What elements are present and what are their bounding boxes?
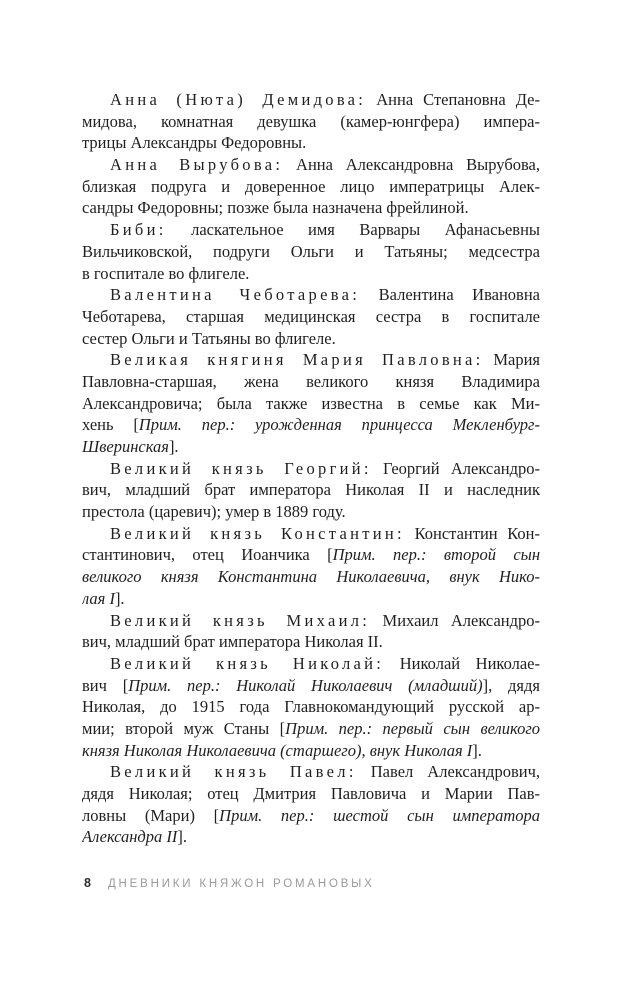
translator-note: Прим. пер.: урожденная принцесса Мекленбург- (138, 415, 540, 435)
entry-text: Павловна-старшая, жена великого князя Владимира (82, 371, 540, 391)
text-line (82, 458, 540, 480)
entry-term: Валентина Чеботарева: (110, 285, 361, 305)
entry-term: Великий князь Павел: (110, 762, 357, 782)
entry-text: близкая подруга и доверенное лицо императрицы Алек- (82, 176, 540, 196)
glossary-entry (82, 523, 540, 610)
glossary-entry (82, 219, 540, 284)
entry-text: престола (царевич); умер в 1889 году. (82, 502, 346, 522)
entry-text: трицы Александры Федоровны. (82, 133, 307, 153)
translator-note: великого князя Константина Николаевича, внук Нико- (82, 567, 540, 587)
glossary (82, 89, 540, 848)
text-line (82, 241, 540, 263)
translator-note: Шверинская (82, 437, 169, 456)
entry-text: сандры Федоровны; позже была назначена фрейлиной. (82, 198, 469, 218)
entry-text: вич, младший брат императора Николая II. (82, 632, 383, 652)
entry-text: Николая, до 1915 года Главнокомандующий русской ар- (82, 697, 540, 717)
page-footer (84, 876, 542, 890)
text-line (82, 176, 540, 198)
text-line (82, 219, 540, 241)
text-line (82, 197, 540, 219)
glossary-entry (82, 458, 540, 523)
entry-text: Анна Александровна Вырубова, (283, 155, 540, 175)
entry-term: Анна Вырубова: (110, 155, 284, 175)
page-number: 8 (84, 876, 91, 890)
text-line (82, 436, 540, 458)
entry-text: вич [ (82, 675, 129, 695)
entry-text: ], дядя (482, 675, 540, 695)
text-line (82, 89, 540, 111)
translator-note: Прим. пер.: первый сын великого (285, 718, 540, 738)
entry-text: Чеботарева, старшая медицинская сестра в госпитале (82, 306, 540, 326)
entry-text: мии; второй муж Станы [ (82, 718, 286, 738)
entry-text: Вильчиковской, подруги Ольги и Татьяны; медсестра (82, 241, 540, 261)
entry-term: Биби: (110, 220, 167, 240)
text-line (82, 154, 540, 176)
entry-text: Павел Александрович, (356, 762, 540, 782)
text-line (82, 306, 540, 328)
text-line (82, 263, 540, 285)
text-line (82, 371, 540, 393)
entry-text: Константин Кон- (404, 523, 540, 543)
entry-text: Валентина Ивановна (360, 285, 540, 305)
entry-text: Анна Степановна Де- (366, 90, 540, 109)
text-line (82, 111, 540, 133)
glossary-entry (82, 349, 540, 457)
text-line (82, 501, 540, 523)
entry-text: дядя Николая; отец Дмитрия Павловича и Марии Пав- (82, 784, 540, 803)
text-line (82, 284, 540, 306)
text-line (82, 826, 540, 848)
entry-text: в госпитале во флигеле. (82, 263, 250, 283)
translator-note: Прим. пер.: второй сын (332, 545, 540, 565)
entry-term: Великий князь Николай: (110, 653, 385, 673)
text-line (82, 132, 540, 154)
entry-text: ]. (472, 740, 482, 760)
text-line (82, 328, 540, 350)
entry-text: мидова, комнатная девушка (камер-юнгфера) импера- (82, 111, 540, 131)
entry-term: Анна (Нюта) Демидова: (110, 90, 367, 109)
entry-text: Николай Николае- (384, 653, 540, 673)
text-line (82, 761, 540, 783)
entry-text: стантинович, отец Иоанчика [ (82, 545, 333, 565)
entry-text: Мария (483, 350, 540, 370)
entry-text: сестер Ольги и Татьяны во флигеле. (82, 328, 336, 348)
text-line (82, 566, 540, 588)
text-line (82, 479, 540, 501)
entry-text: Александровича; была также известна в семье как Ми- (82, 393, 540, 413)
text-line (82, 805, 540, 827)
entry-term: Великий князь Константин: (110, 523, 405, 543)
entry-text: ]. (114, 588, 125, 608)
entry-text: Георгий Александро- (371, 458, 540, 478)
text-line (82, 349, 540, 371)
translator-note: князя Николая Николаевича (старшего), внук Николая I (82, 740, 473, 760)
entry-term: Великий князь Георгий: (110, 458, 372, 478)
text-line (82, 631, 540, 653)
glossary-entry (82, 284, 540, 349)
entry-text: Михаил Александро- (370, 610, 540, 630)
glossary-entry (82, 761, 540, 848)
glossary-entry (82, 610, 540, 653)
text-line (82, 783, 540, 805)
entry-text: вич, младший брат императора Николая II и наследник (82, 480, 540, 500)
text-line (82, 740, 540, 762)
text-line (82, 393, 540, 415)
running-title: ДНЕВНИКИ КНЯЖОН РОМАНОВЫХ (107, 878, 375, 890)
entry-term: Великая княгиня Мария Павловна: (110, 350, 484, 370)
text-line (82, 523, 540, 545)
text-line (82, 675, 540, 697)
translator-note: Александра II (82, 827, 178, 847)
text-line (82, 588, 540, 610)
text-line (82, 610, 540, 632)
translator-note: Прим. пер.: шестой сын императора (219, 805, 540, 825)
entry-text: ]. (168, 437, 179, 456)
entry-text: ловны (Мари) [ (82, 805, 220, 825)
glossary-entry (82, 89, 540, 154)
text-line (82, 718, 540, 740)
glossary-entry (82, 154, 540, 219)
translator-note: Прим. пер.: Николай Николаевич (младший) (128, 675, 483, 695)
entry-text: ласкательное имя Варвары Афанасьевны (166, 220, 540, 240)
entry-term: Великий князь Михаил: (110, 610, 371, 630)
translator-note: лая I (82, 588, 115, 608)
entry-text: ]. (177, 827, 188, 847)
glossary-entry (82, 653, 540, 761)
text-line (82, 696, 540, 718)
text-line (82, 653, 540, 675)
entry-text: хень [ (82, 415, 139, 435)
text-line (82, 414, 540, 436)
text-line (82, 544, 540, 566)
